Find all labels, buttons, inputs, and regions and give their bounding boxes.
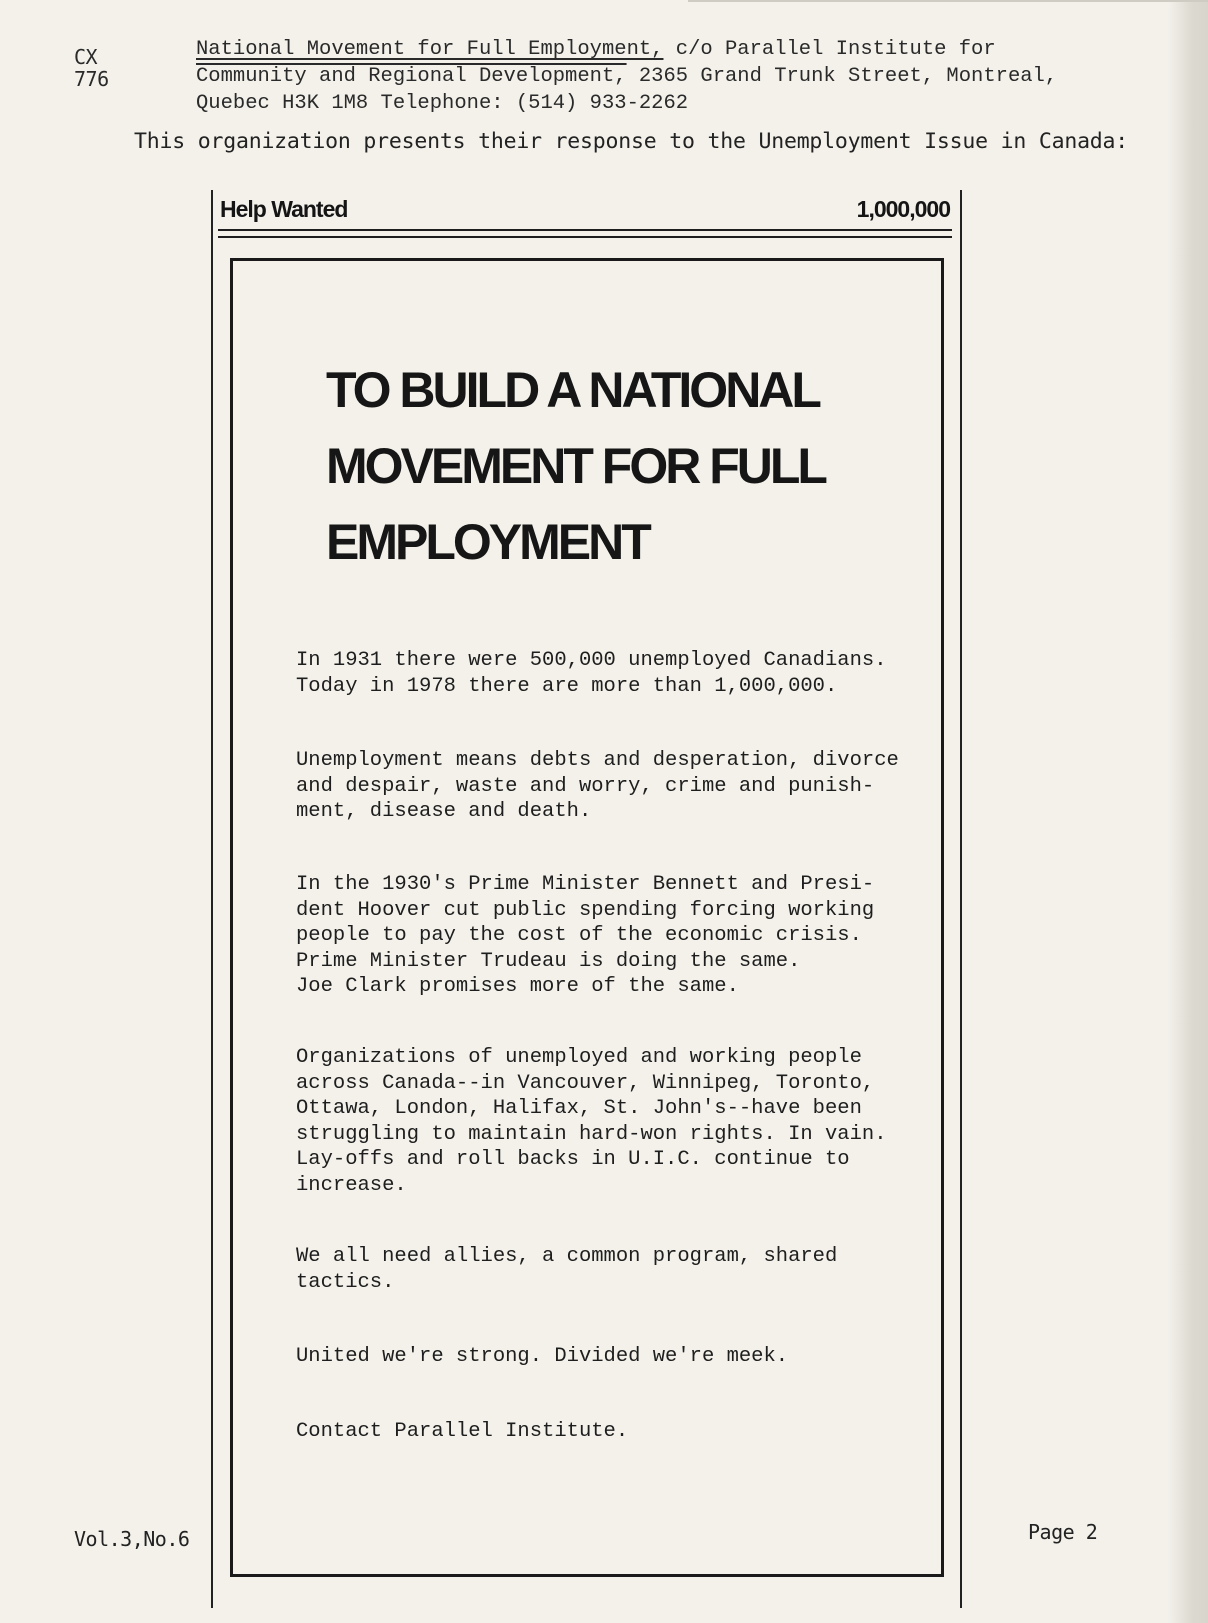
text-line: Today in 1978 there are more than 1,000,000. xyxy=(296,674,838,698)
text-line: increase. xyxy=(296,1173,407,1197)
paragraph-contact xyxy=(296,1419,628,1445)
organization-name: National Movement for Full Employment, xyxy=(196,38,664,61)
paragraph-allies xyxy=(296,1244,837,1295)
street-address: 2365 Grand Trunk Street, Montreal, xyxy=(626,65,1058,88)
page-top-edge xyxy=(688,0,1208,2)
text-line: Organizations of unemployed and working people xyxy=(296,1046,862,1069)
ad-header xyxy=(220,192,950,232)
text-line: In 1931 there were 500,000 unemployed Canadians. xyxy=(296,649,887,672)
text-line: struggling to maintain hard-won rights. In vain. xyxy=(296,1122,887,1146)
address-line-2 xyxy=(196,63,1096,90)
community-development: Community and Regional Development, xyxy=(196,65,627,88)
catalog-line-1: CX xyxy=(74,45,98,69)
catalog-line-2: 776 xyxy=(74,67,109,91)
text-line: people to pay the cost of the economic crisis. xyxy=(296,924,862,947)
text-line: and despair, waste and worry, crime and punish- xyxy=(296,774,875,798)
organization-address xyxy=(196,36,1096,117)
text-line: Joe Clark promises more of the same. xyxy=(296,975,739,998)
care-of: c/o Parallel Institute for xyxy=(663,38,996,61)
headline-line-2: MOVEMENT FOR FULL xyxy=(326,438,825,494)
page-number: Page 2 xyxy=(1028,1520,1098,1544)
text-line: Prime Minister Trudeau is doing the same. xyxy=(296,949,801,973)
ad-frame-left-line xyxy=(211,190,213,1608)
paragraph-unemployment-figures xyxy=(296,648,887,699)
text-line: Ottawa, London, Halifax, St. John's--have been xyxy=(296,1097,862,1120)
header-rule-bottom xyxy=(218,236,952,238)
paragraph-unemployment-means xyxy=(296,748,899,825)
paragraph-organizations xyxy=(296,1045,887,1198)
text-line: United we're strong. Divided we're meek. xyxy=(296,1345,789,1368)
paragraph-united xyxy=(296,1344,788,1370)
paragraph-1930s xyxy=(296,872,874,1000)
help-wanted-label: Help Wanted xyxy=(220,196,348,222)
page-edge-shadow xyxy=(1168,0,1208,1623)
headline-line-1: TO BUILD A NATIONAL xyxy=(326,362,819,418)
text-line: Contact Parallel Institute. xyxy=(296,1420,629,1443)
ad-frame-right-line xyxy=(960,190,962,1608)
header-rule-top xyxy=(218,229,952,231)
text-line: In the 1930's Prime Minister Bennett and Presi- xyxy=(296,873,875,896)
text-line: Lay-offs and roll backs in U.I.C. continue to xyxy=(296,1148,850,1171)
intro-sentence: This organization presents their response to the Unemployment Issue in Canada: xyxy=(134,129,1129,154)
text-line: ment, disease and death. xyxy=(296,800,592,823)
text-line: across Canada--in Vancouver, Winnipeg, Toronto, xyxy=(296,1071,875,1095)
help-wanted-count: 1,000,000 xyxy=(856,196,950,222)
text-line: dent Hoover cut public spending forcing working xyxy=(296,898,875,922)
address-line-3: Quebec H3K 1M8 Telephone: (514) 933-2262 xyxy=(196,92,689,115)
headline-line-3: EMPLOYMENT xyxy=(326,514,649,570)
text-line: tactics. xyxy=(296,1270,395,1294)
text-line: We all need allies, a common program, shared xyxy=(296,1245,838,1268)
text-line: Unemployment means debts and desperation, divorce xyxy=(296,749,899,772)
catalog-number xyxy=(74,46,109,90)
address-line-1 xyxy=(196,36,1096,63)
volume-number: Vol.3,No.6 xyxy=(74,1527,190,1551)
ad-headline xyxy=(326,352,946,580)
